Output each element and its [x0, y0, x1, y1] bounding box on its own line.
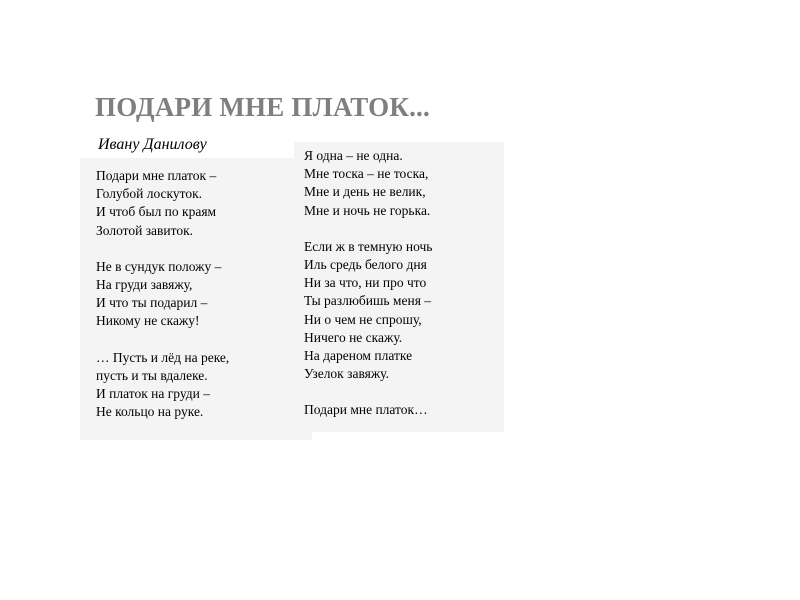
poem-line: Подари мне платок –: [96, 168, 217, 183]
stanza: [304, 147, 432, 220]
stanza: [96, 258, 229, 331]
poem-line: Никому не скажу!: [96, 313, 200, 329]
poem-line: Если ж в темную ночь: [304, 238, 433, 254]
poem-line: Ты разлюбишь меня –: [304, 293, 432, 309]
poem-line: Голубой лоскуток.: [96, 186, 203, 202]
poem-line: Ни о чем не спрошу,: [304, 311, 422, 327]
poem-line: На груди завяжу,: [96, 277, 193, 293]
poem-line: Подари мне платок…: [304, 402, 428, 418]
poem-line: Ничего не скажу.: [304, 329, 403, 345]
poem-line: Мне и день не велик,: [304, 184, 426, 200]
poem-line: И что ты подарил –: [96, 295, 208, 311]
stanza: [304, 238, 432, 384]
stanza: [96, 349, 229, 422]
poem-line: Узелок завяжу.: [304, 366, 389, 382]
poem-line: Золотой завиток.: [96, 222, 194, 238]
poem-line: И чтоб был по краям: [96, 204, 217, 220]
poem-line: пусть и ты вдалеке.: [96, 367, 208, 383]
stanza: [96, 167, 229, 240]
poem-line: На дареном платке: [304, 348, 413, 364]
right-column: [304, 147, 432, 438]
poem-line: Не в сундук положу –: [96, 258, 222, 274]
poem-line: Мне тоска – не тоска,: [304, 166, 429, 182]
left-column: [96, 167, 229, 439]
poem-line: Не кольцо на руке.: [96, 404, 204, 420]
stanza: [304, 401, 432, 419]
poem-line: Ни за что, ни про что: [304, 275, 427, 291]
poem-line: Мне и ночь не горька.: [304, 202, 431, 218]
poem-line: … Пусть и лёд на реке,: [96, 349, 230, 365]
poem-line: Иль средь белого дня: [304, 257, 427, 273]
poem-line: Я одна – не одна.: [304, 148, 403, 163]
poem-title: ПОДАРИ МНЕ ПЛАТОК...: [95, 92, 430, 122]
poem-line: И платок на груди –: [96, 386, 210, 402]
dedication: Ивану Данилову: [98, 136, 207, 153]
